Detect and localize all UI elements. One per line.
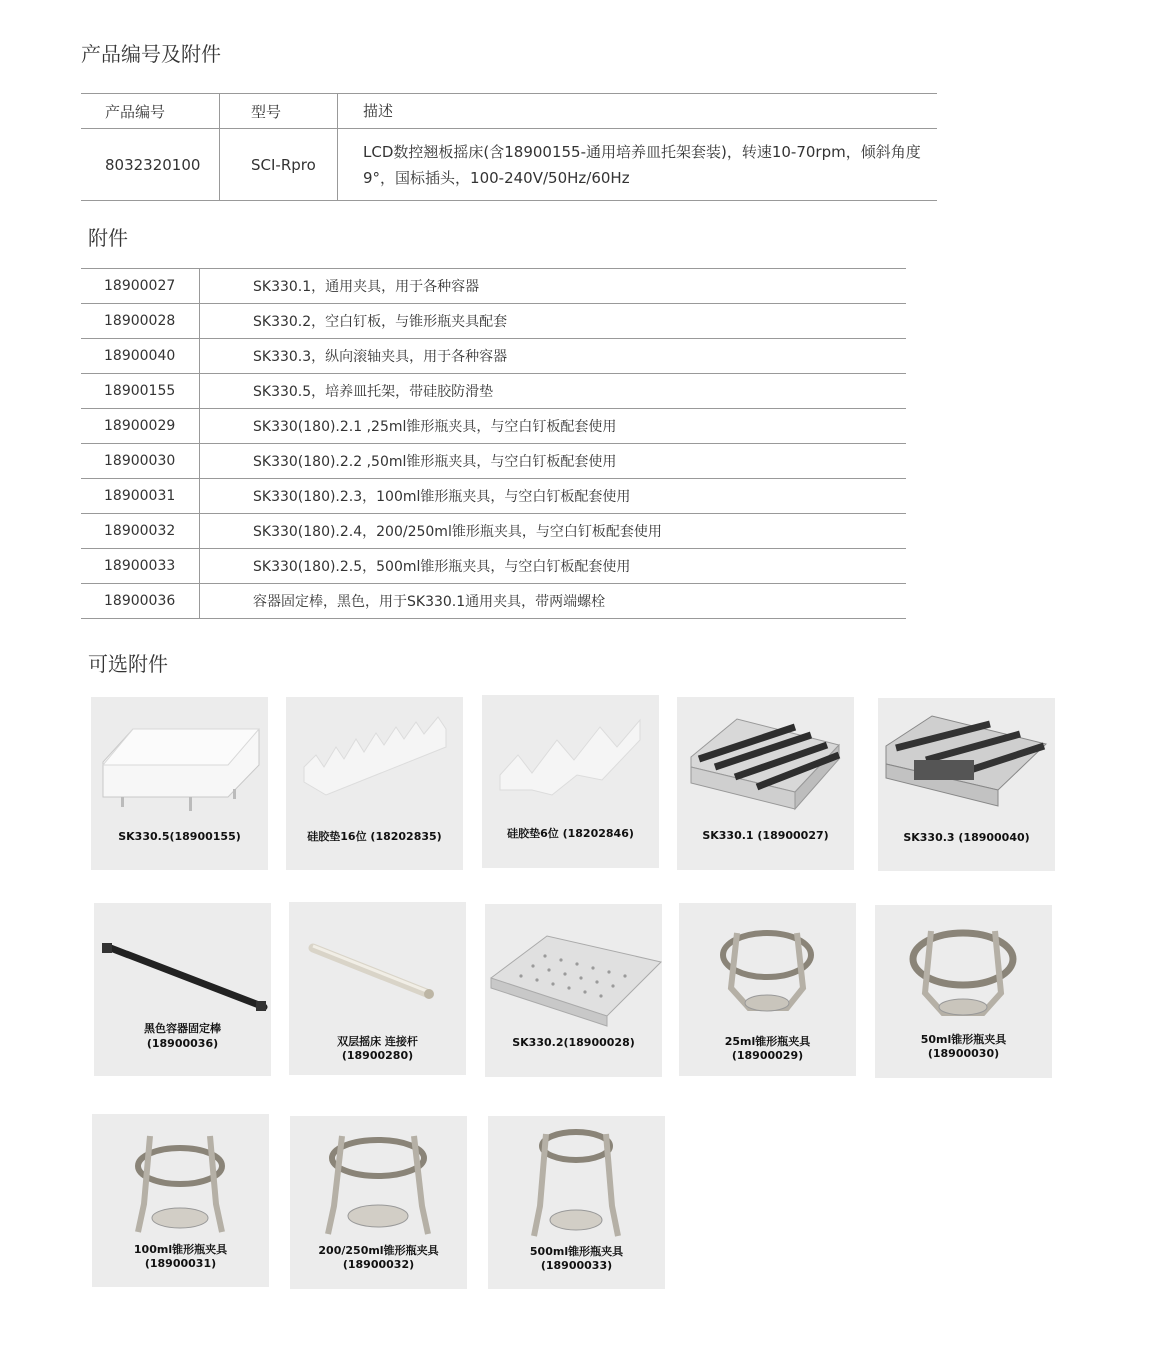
optional-item-caption-code: (18900033) <box>540 1259 613 1272</box>
product-description: LCD数控翘板摇床(含18900155-通用培养皿托架套装)，转速10-70rpm，倾斜角度9°，国标插头，100-240V/50Hz/60Hz <box>363 142 921 187</box>
optional-item-caption: SK330.3 (18900040) <box>903 831 1030 844</box>
optional-section-title: 可选附件 <box>88 652 168 676</box>
optional-item-caption-code: (18900030) <box>927 1047 1000 1060</box>
tray-icon <box>91 697 268 870</box>
optional-item-caption: 双层摇床 连接杆 <box>337 1035 418 1048</box>
accessory-desc: SK330.5，培养皿托架，带硅胶防滑垫 <box>253 384 494 400</box>
optional-item-flask-clamp-500 <box>488 1116 665 1289</box>
optional-item-caption: SK330.1 (18900027) <box>702 829 829 842</box>
optional-item-roller-clamp <box>878 698 1055 871</box>
optional-item-flask-clamp-25 <box>679 903 856 1076</box>
accessory-desc: SK330(180).2.5，500ml锥形瓶夹具，与空白钉板配套使用 <box>253 559 631 575</box>
universal-clamp-icon <box>677 697 854 870</box>
optional-item-flask-clamp-50 <box>875 905 1052 1078</box>
optional-item-caption: 50ml锥形瓶夹具 <box>920 1033 1007 1046</box>
accessory-code: 18900030 <box>81 444 200 478</box>
header-model: 型号 <box>220 94 338 128</box>
table-row <box>81 269 906 304</box>
accessory-code: 18900027 <box>81 269 200 303</box>
accessory-desc: 容器固定棒，黑色，用于SK330.1通用夹具，带两端螺栓 <box>253 594 606 610</box>
optional-item-caption-code: (18900280) <box>341 1049 414 1062</box>
table-row <box>81 479 906 514</box>
optional-item-caption: 黑色容器固定棒 <box>144 1022 221 1035</box>
accessory-code: 18900029 <box>81 409 200 443</box>
optional-item-universal-clamp <box>677 697 854 870</box>
optional-item-caption: 100ml锥形瓶夹具 <box>133 1243 228 1256</box>
optional-item-caption: 500ml锥形瓶夹具 <box>529 1245 624 1258</box>
accessory-desc: SK330.1，通用夹具，用于各种容器 <box>253 279 480 295</box>
optional-item-caption: SK330.5(18900155) <box>118 830 241 843</box>
accessory-code: 18900040 <box>81 339 200 373</box>
optional-item-connecting-rod <box>289 902 466 1075</box>
accessory-code: 18900036 <box>81 584 200 618</box>
accessory-desc: SK330(180).2.2 ,50ml锥形瓶夹具，与空白钉板配套使用 <box>253 454 617 470</box>
optional-item-flask-clamp-250 <box>290 1116 467 1289</box>
accessories-section-title: 附件 <box>88 226 128 250</box>
accessory-code: 18900155 <box>81 374 200 408</box>
optional-item-caption: 硅胶垫6位 (18202846) <box>507 827 634 840</box>
accessory-desc: SK330.3，纵向滚轴夹具，用于各种容器 <box>253 349 508 365</box>
optional-item-caption-code: (18900031) <box>144 1257 217 1270</box>
table-row <box>81 514 906 549</box>
pin-board-icon <box>485 904 662 1077</box>
accessory-desc: SK330(180).2.1 ,25ml锥形瓶夹具，与空白钉板配套使用 <box>253 419 617 435</box>
header-description: 描述 <box>363 102 394 120</box>
optional-item-flask-clamp-100 <box>92 1114 269 1287</box>
product-table <box>81 93 937 201</box>
products-section-title: 产品编号及附件 <box>81 42 221 66</box>
optional-item-caption: 25ml锥形瓶夹具 <box>724 1035 811 1048</box>
accessory-desc: SK330.2，空白钉板，与锥形瓶夹具配套 <box>253 314 508 330</box>
table-row <box>81 409 906 444</box>
table-row <box>81 444 906 479</box>
table-row <box>81 339 906 374</box>
optional-item-caption-code: (18900029) <box>731 1049 804 1062</box>
optional-item-pin-board <box>485 904 662 1077</box>
optional-item-caption: SK330.2(18900028) <box>512 1036 635 1049</box>
accessory-desc: SK330(180).2.3，100ml锥形瓶夹具，与空白钉板配套使用 <box>253 489 631 505</box>
optional-item-silicone-mat-16 <box>286 697 463 870</box>
accessories-table <box>81 268 906 619</box>
silicone-mat-6-icon <box>482 695 659 868</box>
optional-item-caption: 200/250ml锥形瓶夹具 <box>318 1244 439 1257</box>
accessory-desc: SK330(180).2.4，200/250ml锥形瓶夹具，与空白钉板配套使用 <box>253 524 662 540</box>
roller-clamp-icon <box>878 698 1055 871</box>
accessory-code: 18900031 <box>81 479 200 513</box>
table-row <box>81 549 906 584</box>
table-row <box>81 584 906 619</box>
accessory-code: 18900028 <box>81 304 200 338</box>
optional-item-caption-code: (18900036) <box>146 1037 219 1050</box>
optional-item-caption-code: (18900032) <box>342 1258 415 1271</box>
optional-item-tray <box>91 697 268 870</box>
optional-item-black-rod <box>94 903 271 1076</box>
table-row <box>81 304 906 339</box>
header-code: 产品编号 <box>81 94 220 128</box>
optional-item-silicone-mat-6 <box>482 695 659 868</box>
product-table-header <box>81 93 937 129</box>
table-row <box>81 374 906 409</box>
product-table-row <box>81 129 937 201</box>
product-model: SCI-Rpro <box>220 129 338 200</box>
optional-item-caption: 硅胶垫16位 (18202835) <box>307 830 442 843</box>
accessory-code: 18900033 <box>81 549 200 583</box>
silicone-mat-16-icon <box>286 697 463 870</box>
accessory-code: 18900032 <box>81 514 200 548</box>
product-code: 8032320100 <box>81 129 220 200</box>
